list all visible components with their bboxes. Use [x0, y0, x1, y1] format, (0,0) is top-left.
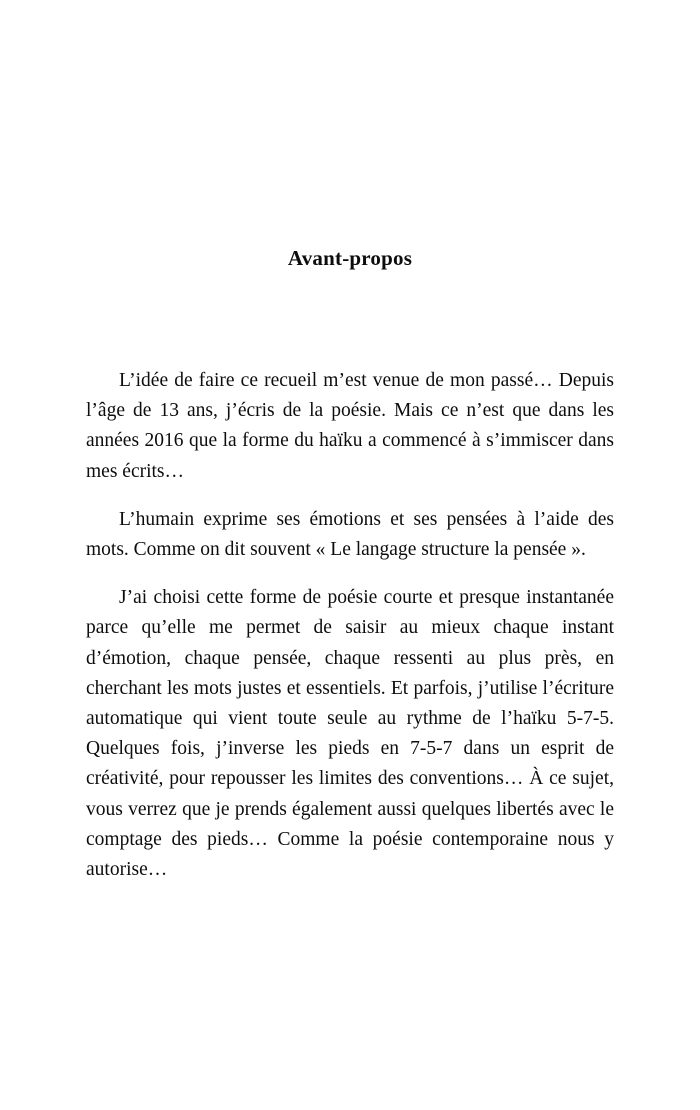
paragraph: J’ai choisi cette forme de poésie courte et presque instantanée parce qu’elle me permet de saisir au mieux chaque instant d’émotion, chaque pensée, chaque ressenti au plus près, en cherchant les mots justes et essentiels. Et parfois, j’utilise l’écriture automatique qui vient toute seule au rythme de l’haïku 5-7-5. Quelques fois, j’inverse les pieds en 7-5-7 dans un esprit de créativité, pour repousser les limites des conventions… À ce sujet, vous verrez que je prends également aussi quelques libertés avec le comptage des pieds… Comme la poésie contemporaine nous y autorise… [86, 587, 614, 881]
paragraph: L’idée de faire ce recueil m’est venue de mon passé… Depuis l’âge de 13 ans, j’écris de la poésie. Mais ce n’est que dans les années 2016 que la forme du haïku a commencé à s’immiscer dans mes écrits… [86, 370, 614, 482]
body-text [86, 366, 614, 885]
page-title: Avant-propos [287, 246, 413, 270]
paragraph: L’humain exprime ses émotions et ses pensées à l’aide des mots. Comme on dit souvent « Le langage structure la pensée ». [86, 508, 614, 561]
